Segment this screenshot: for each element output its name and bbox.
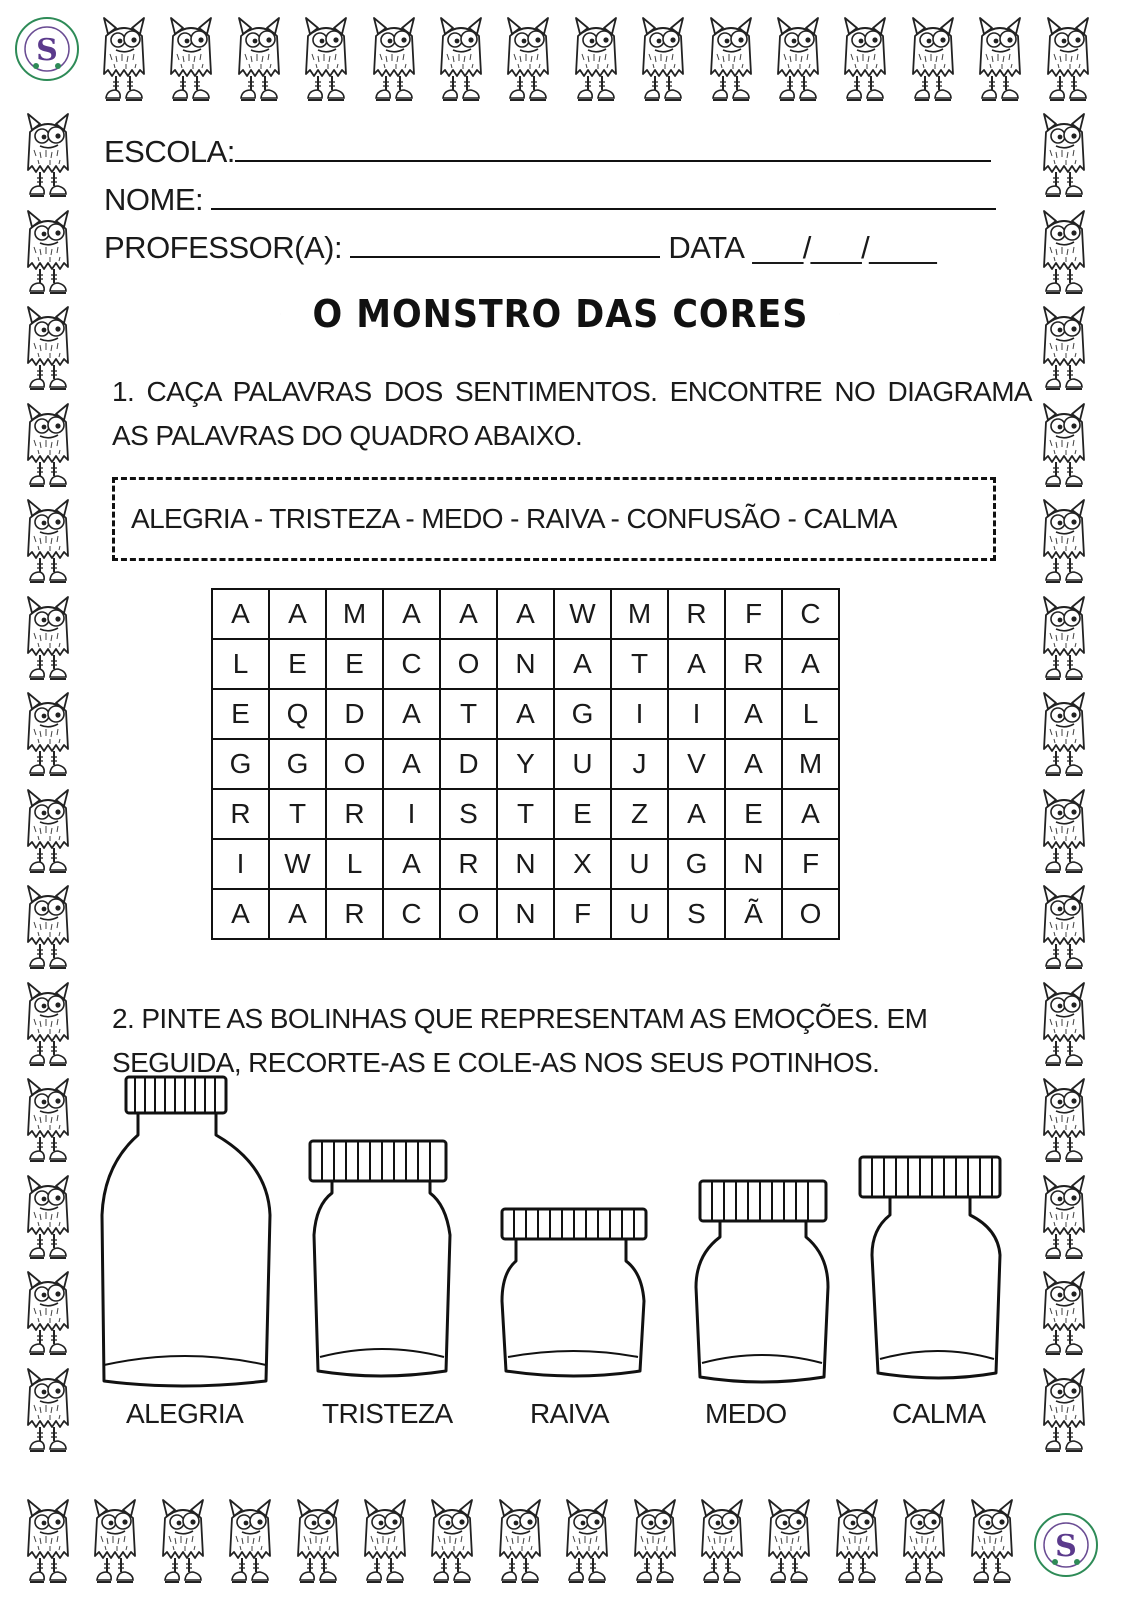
monster-icon	[635, 14, 691, 104]
jar-label-medo: MEDO	[705, 1398, 787, 1429]
grid-cell[interactable]: C	[383, 889, 440, 939]
monster-icon	[703, 14, 759, 104]
professor-label: PROFESSOR(A):	[104, 230, 343, 265]
jar-label-calma: CALMA	[892, 1398, 986, 1429]
grid-cell[interactable]: M	[611, 589, 668, 639]
nome-label: NOME:	[104, 182, 204, 217]
question-2-text: 2. PINTE AS BOLINHAS QUE REPRESENTAM AS EMOÇÕES. EM SEGUIDA, RECORTE-AS E COLE-AS NOS SEUS POTINHOS.	[112, 1003, 928, 1078]
monster-icon	[20, 1268, 76, 1358]
grid-cell[interactable]: I	[212, 839, 269, 889]
word-search-grid	[211, 588, 840, 940]
monster-icon	[1036, 882, 1092, 972]
grid-row	[212, 639, 839, 689]
monster-icon	[500, 14, 556, 104]
monster-icon	[1036, 496, 1092, 586]
grid-cell[interactable]: M	[782, 739, 839, 789]
grid-cell[interactable]: W	[554, 589, 611, 639]
grid-cell[interactable]: Ã	[725, 889, 782, 939]
grid-cell[interactable]: V	[668, 739, 725, 789]
grid-cell[interactable]: I	[668, 689, 725, 739]
monster-icon	[1036, 1268, 1092, 1358]
monster-icon	[905, 14, 961, 104]
grid-cell[interactable]: O	[440, 889, 497, 939]
monster-icon	[20, 303, 76, 393]
grid-cell[interactable]: N	[497, 639, 554, 689]
monster-icon	[568, 14, 624, 104]
grid-cell[interactable]: T	[611, 639, 668, 689]
grid-cell[interactable]: Y	[497, 739, 554, 789]
grid-cell[interactable]: E	[326, 639, 383, 689]
grid-cell[interactable]: D	[326, 689, 383, 739]
grid-cell[interactable]: G	[212, 739, 269, 789]
monster-icon	[357, 1496, 413, 1586]
professor-field[interactable]	[350, 230, 660, 258]
grid-cell[interactable]: F	[725, 589, 782, 639]
monster-icon	[222, 1496, 278, 1586]
grid-cell[interactable]: L	[212, 639, 269, 689]
question-1-text: 1. CAÇA PALAVRAS DOS SENTIMENTOS. ENCONTRE NO DIAGRAMA AS PALAVRAS DO QUADRO ABAIXO.	[112, 376, 1032, 451]
grid-cell[interactable]: A	[497, 589, 554, 639]
monster-icon	[20, 1075, 76, 1165]
grid-cell[interactable]: G	[269, 739, 326, 789]
grid-cell[interactable]: S	[668, 889, 725, 939]
monster-icon	[694, 1496, 750, 1586]
grid-cell[interactable]: A	[383, 839, 440, 889]
monster-icon	[1036, 979, 1092, 1069]
monster-icon	[96, 14, 152, 104]
grid-cell[interactable]: A	[383, 739, 440, 789]
grid-cell[interactable]: A	[782, 789, 839, 839]
jars-illustration	[90, 1065, 1040, 1405]
monster-icon	[1040, 14, 1096, 104]
word-list-box	[112, 477, 996, 561]
grid-row	[212, 789, 839, 839]
grid-cell[interactable]: N	[497, 889, 554, 939]
monster-icon	[770, 14, 826, 104]
logo-top-left	[14, 16, 80, 82]
jar-calma	[860, 1157, 1000, 1378]
grid-cell[interactable]: A	[782, 639, 839, 689]
grid-cell[interactable]: T	[497, 789, 554, 839]
monster-icon	[20, 110, 76, 200]
professor-line	[104, 230, 936, 266]
jar-raiva	[502, 1209, 646, 1376]
jar-alegria	[102, 1077, 270, 1386]
grid-cell[interactable]: L	[326, 839, 383, 889]
monster-icon	[839, 285, 840, 343]
grid-cell[interactable]: A	[668, 789, 725, 839]
monster-icon	[492, 1496, 548, 1586]
grid-cell[interactable]: Z	[611, 789, 668, 839]
data-label: DATA	[668, 230, 745, 265]
grid-cell[interactable]: T	[440, 689, 497, 739]
escola-line	[104, 134, 991, 170]
title-banner	[280, 282, 840, 346]
logo-bottom-right	[1033, 1512, 1099, 1578]
monster-icon	[290, 1496, 346, 1586]
grid-cell[interactable]: E	[554, 789, 611, 839]
grid-cell[interactable]: I	[383, 789, 440, 839]
monster-icon	[20, 496, 76, 586]
logo-icon	[1033, 1512, 1099, 1578]
grid-cell[interactable]: A	[212, 889, 269, 939]
grid-cell[interactable]: A	[725, 739, 782, 789]
monster-icon	[280, 285, 281, 343]
grid-row	[212, 889, 839, 939]
grid-cell[interactable]: W	[269, 839, 326, 889]
grid-cell[interactable]: E	[725, 789, 782, 839]
grid-cell[interactable]: L	[782, 689, 839, 739]
grid-cell[interactable]: D	[440, 739, 497, 789]
monster-icon	[20, 593, 76, 683]
monster-icon	[972, 14, 1028, 104]
monster-icon	[559, 1496, 615, 1586]
grid-row	[212, 689, 839, 739]
grid-cell[interactable]: O	[782, 889, 839, 939]
grid-cell[interactable]: A	[440, 589, 497, 639]
grid-row	[212, 589, 839, 639]
grid-cell[interactable]: R	[326, 889, 383, 939]
grid-cell[interactable]: R	[725, 639, 782, 689]
grid-cell[interactable]: Q	[269, 689, 326, 739]
monster-icon	[1036, 1075, 1092, 1165]
grid-cell[interactable]: R	[212, 789, 269, 839]
jar-label-raiva: RAIVA	[530, 1398, 609, 1429]
grid-cell[interactable]: S	[440, 789, 497, 839]
escola-field[interactable]	[235, 134, 991, 162]
grid-cell[interactable]: A	[383, 589, 440, 639]
monster-icon	[366, 14, 422, 104]
grid-cell[interactable]: X	[554, 839, 611, 889]
grid-cell[interactable]: C	[782, 589, 839, 639]
monster-icon	[1036, 689, 1092, 779]
grid-cell[interactable]: N	[725, 839, 782, 889]
monster-icon	[20, 882, 76, 972]
monster-icon	[20, 1496, 76, 1586]
grid-cell[interactable]: G	[668, 839, 725, 889]
grid-cell[interactable]: A	[497, 689, 554, 739]
monster-icon	[20, 786, 76, 876]
grid-cell[interactable]: A	[269, 889, 326, 939]
monster-icon	[20, 1365, 76, 1455]
monster-icon	[896, 1496, 952, 1586]
monster-icon	[20, 400, 76, 490]
grid-cell[interactable]: R	[326, 789, 383, 839]
grid-cell[interactable]: A	[554, 639, 611, 689]
monster-icon	[424, 1496, 480, 1586]
grid-cell[interactable]: A	[668, 639, 725, 689]
grid-cell[interactable]: M	[326, 589, 383, 639]
grid-cell[interactable]: F	[554, 889, 611, 939]
monster-icon	[627, 1496, 683, 1586]
grid-cell[interactable]: A	[725, 689, 782, 739]
jar-tristeza	[310, 1141, 450, 1376]
grid-cell[interactable]: O	[326, 739, 383, 789]
grid-cell[interactable]: F	[782, 839, 839, 889]
jar-medo	[696, 1181, 828, 1382]
monster-icon	[837, 14, 893, 104]
grid-cell[interactable]: A	[269, 589, 326, 639]
monster-icon	[163, 14, 219, 104]
grid-cell[interactable]: U	[611, 889, 668, 939]
grid-cell[interactable]: R	[440, 839, 497, 889]
grid-cell[interactable]: A	[212, 589, 269, 639]
grid-row	[212, 839, 839, 889]
page-title: O MONSTRO DAS CORES	[312, 292, 808, 336]
monster-icon	[1036, 110, 1092, 200]
monster-icon	[1036, 593, 1092, 683]
grid-cell[interactable]: U	[611, 839, 668, 889]
grid-cell[interactable]: I	[611, 689, 668, 739]
nome-field[interactable]	[211, 182, 996, 210]
jar-label-alegria: ALEGRIA	[126, 1398, 244, 1429]
jar-label-tristeza: TRISTEZA	[322, 1398, 453, 1429]
monster-icon	[1036, 207, 1092, 297]
monster-icon	[1036, 1365, 1092, 1455]
grid-cell[interactable]: E	[212, 689, 269, 739]
grid-cell[interactable]: E	[269, 639, 326, 689]
monster-icon	[155, 1496, 211, 1586]
monster-icon	[20, 689, 76, 779]
monster-icon	[829, 1496, 885, 1586]
grid-cell[interactable]: A	[383, 689, 440, 739]
monster-icon	[20, 1172, 76, 1262]
grid-cell[interactable]: U	[554, 739, 611, 789]
monster-icon	[761, 1496, 817, 1586]
word-list: ALEGRIA - TRISTEZA - MEDO - RAIVA - CONFUSÃO - CALMA	[131, 503, 897, 534]
grid-cell[interactable]: T	[269, 789, 326, 839]
monster-icon	[20, 207, 76, 297]
monster-icon	[20, 979, 76, 1069]
grid-cell[interactable]: N	[497, 839, 554, 889]
grid-cell[interactable]: C	[383, 639, 440, 689]
monster-icon	[298, 14, 354, 104]
monster-icon	[1036, 786, 1092, 876]
grid-cell[interactable]: R	[668, 589, 725, 639]
logo-icon	[14, 16, 80, 82]
grid-cell[interactable]: J	[611, 739, 668, 789]
grid-cell[interactable]: O	[440, 639, 497, 689]
monster-icon	[964, 1496, 1020, 1586]
nome-line	[104, 182, 996, 218]
monster-icon	[1036, 303, 1092, 393]
escola-label: ESCOLA:	[104, 134, 235, 169]
grid-cell[interactable]: G	[554, 689, 611, 739]
monster-icon	[231, 14, 287, 104]
grid-row	[212, 739, 839, 789]
monster-icon	[1036, 400, 1092, 490]
monster-icon	[87, 1496, 143, 1586]
date-field[interactable]: ___/___/____	[752, 230, 937, 265]
monster-icon	[1036, 1172, 1092, 1262]
monster-icon	[433, 14, 489, 104]
